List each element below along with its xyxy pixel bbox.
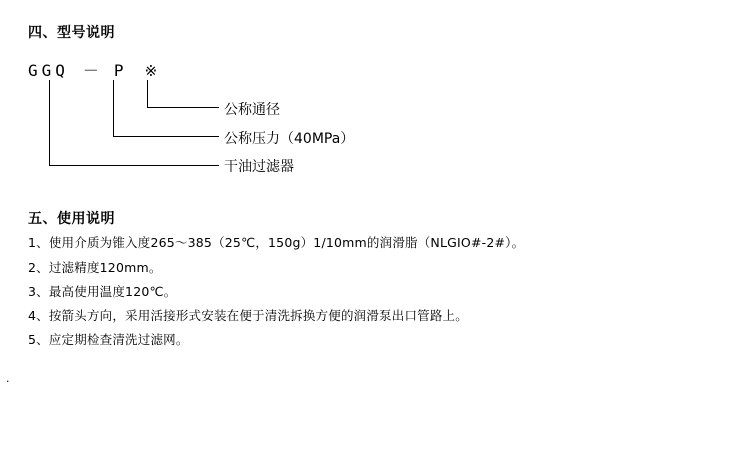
page-margin-mark: . xyxy=(6,372,10,385)
usage-note-3: 3、最高使用温度120℃。 xyxy=(28,284,177,299)
leader-line-horizontal-2 xyxy=(113,136,219,137)
model-code-middle: P xyxy=(113,61,125,80)
section-5-heading: 五、使用说明 xyxy=(28,211,115,227)
model-code-line xyxy=(28,58,158,81)
leader-line-horizontal-1 xyxy=(147,107,219,108)
callout-label-3: 干油过滤器 xyxy=(224,159,294,175)
callout-label-2: 公称压力（40MPa） xyxy=(224,131,355,147)
section-4-heading: 四、型号说明 xyxy=(28,25,115,41)
usage-note-2: 2、过滤精度120mm。 xyxy=(28,260,162,275)
model-code-suffix: ※ xyxy=(144,62,159,80)
usage-note-5: 5、应定期检查清洗过滤网。 xyxy=(28,332,189,347)
usage-note-1: 1、使用介质为锥入度265～385（25℃，150g）1/10mm的润滑脂（NLGIO#-2#）。 xyxy=(28,235,525,250)
leader-line-vertical-3 xyxy=(49,80,50,166)
leader-line-vertical-1 xyxy=(147,80,148,108)
model-code-dash: － xyxy=(82,61,100,80)
callout-label-1: 公称通径 xyxy=(224,102,280,118)
usage-note-4: 4、按箭头方向，采用活接形式安装在便于清洗拆换方便的润滑泵出口管路上。 xyxy=(28,308,468,323)
leader-line-vertical-2 xyxy=(113,80,114,137)
leader-line-horizontal-3 xyxy=(49,165,219,166)
model-code-prefix: GGQ xyxy=(28,61,69,80)
